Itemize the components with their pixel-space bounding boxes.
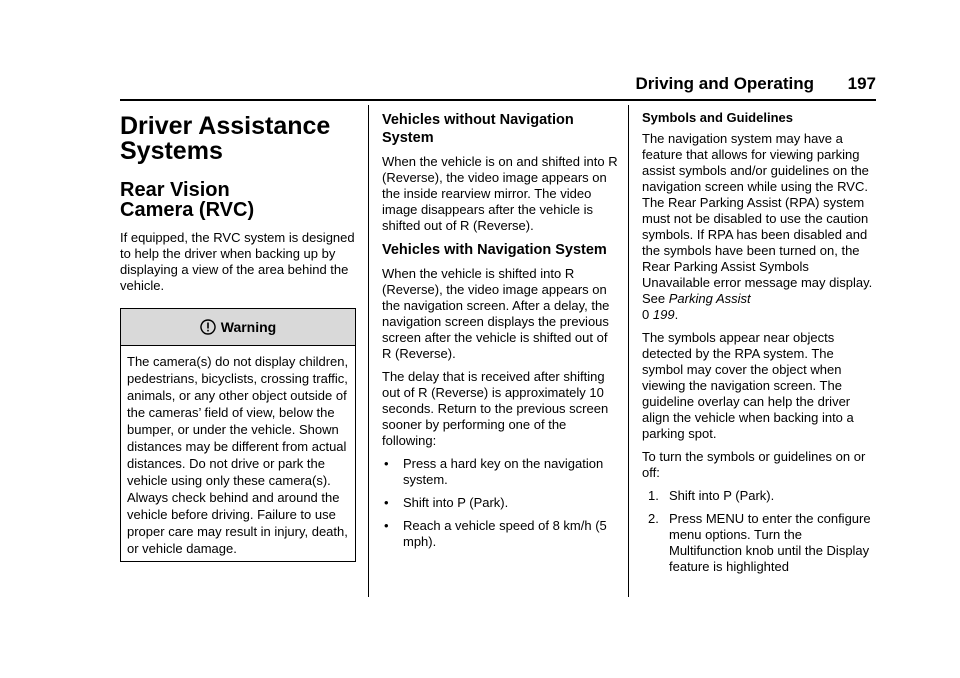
subheading-symbols: Symbols and Guidelines: [642, 110, 793, 125]
page-header: [120, 68, 876, 101]
chapter-heading-line2: Systems: [120, 137, 223, 165]
paragraph-delay: The delay that is received after shifting out of R (Reverse) is approximately 10 seconds. Return to the previous screen sooner by performing one of the following:: [382, 369, 609, 448]
chapter-heading-line1: Driver Assistance: [120, 112, 331, 140]
page-number: 197: [847, 74, 876, 93]
list-item: [648, 511, 878, 575]
subheading-with-nav: Vehicles with Navigation System: [382, 242, 607, 258]
column-middle: [382, 105, 618, 557]
bullet-text: Press a hard key on the navigation system.: [403, 456, 604, 487]
paragraph-end-period: .: [674, 307, 679, 322]
section-heading-line2: Camera (RVC): [120, 199, 255, 221]
warning-label: Warning: [220, 319, 277, 335]
paragraph-symbols-appear: The symbols appear near objects detected by the RPA system. The symbol may cover the object when viewing the navigation screen. The guideline overlay can help the driver align the vehicle when backing into a parking spot.: [642, 330, 854, 441]
warning-text: The camera(s) do not display children, pedestrians, bicyclists, crossing traffic, animals, or any other object outside of the cameras’ field of view, below the bumper, or under the vehicle. Shown distances may be different from actual distances. Do not drive or park the vehicle using only these camera(s). Always check behind and around the vehicle before driving. Failure to use proper care may result in injury, death, or vehicle damage.: [127, 354, 349, 556]
paragraph-with-nav: When the vehicle is shifted into R (Reverse), the video image appears on the navigation screen. After a delay, the navigation screen displays the previous screen after the vehicle is shifted out of R (Reverse).: [382, 266, 610, 361]
bullet-text: Reach a vehicle speed of 8 km/h (5 mph).: [403, 518, 607, 549]
warning-box: [120, 308, 356, 562]
step-text: Press MENU to enter the configure menu options. Turn the Multifunction knob until the Display feature is highlighted: [669, 511, 871, 574]
bullet-text: Shift into P (Park).: [403, 495, 509, 510]
chapter-heading: [120, 114, 356, 164]
bullet-mark: •: [384, 456, 389, 471]
column-divider-1: [368, 105, 369, 597]
list-item: [382, 456, 618, 488]
bullet-mark: •: [384, 518, 389, 533]
parking-assist-link[interactable]: Parking Assist: [668, 291, 751, 306]
section-title: Driving and Operating: [635, 74, 814, 93]
paragraph-turn-on-off: To turn the symbols or guidelines on or off:: [642, 449, 866, 480]
step-text: Shift into P (Park).: [669, 488, 775, 503]
steps-list: [642, 488, 878, 575]
paragraph-symbols: [642, 131, 878, 323]
intro-paragraph: If equipped, the RVC system is designed to help the driver when backing up by displaying a view of the area behind the vehicle.: [120, 230, 355, 293]
paragraph-without-nav: When the vehicle is on and shifted into R (Reverse), the video image appears on the inside rearview mirror. The video image disappears after the vehicle is shifted out of R (Reverse).: [382, 154, 618, 233]
warning-header: [121, 309, 355, 346]
list-item: [382, 518, 618, 550]
bullet-list: [382, 456, 618, 550]
page-ref-arrow-icon: 0: [642, 307, 650, 322]
section-heading-line1: Rear Vision: [120, 179, 230, 201]
warning-icon: [200, 319, 216, 335]
list-item: [382, 495, 618, 511]
step-number: 2.: [648, 511, 659, 526]
column-right: [642, 105, 878, 582]
bullet-mark: •: [384, 495, 389, 510]
subheading-without-nav: Vehicles without Navigation System: [382, 112, 574, 146]
list-item: [648, 488, 878, 504]
column-left: [120, 105, 356, 562]
paragraph-symbols-text: The navigation system may have a feature that allows for viewing parking assist symbols and/or guidelines on the navigation screen while using the RVC. The Rear Parking Assist (RPA) system must not be disabled to use the caution symbols. If RPA has been disabled and the symbols have been turned on, the Rear Parking Assist Symbols Unavailable error message may display. See: [642, 131, 873, 306]
section-heading: [120, 180, 356, 220]
page-ref-number[interactable]: 199: [652, 307, 675, 322]
step-number: 1.: [648, 488, 659, 503]
column-divider-2: [628, 105, 629, 597]
